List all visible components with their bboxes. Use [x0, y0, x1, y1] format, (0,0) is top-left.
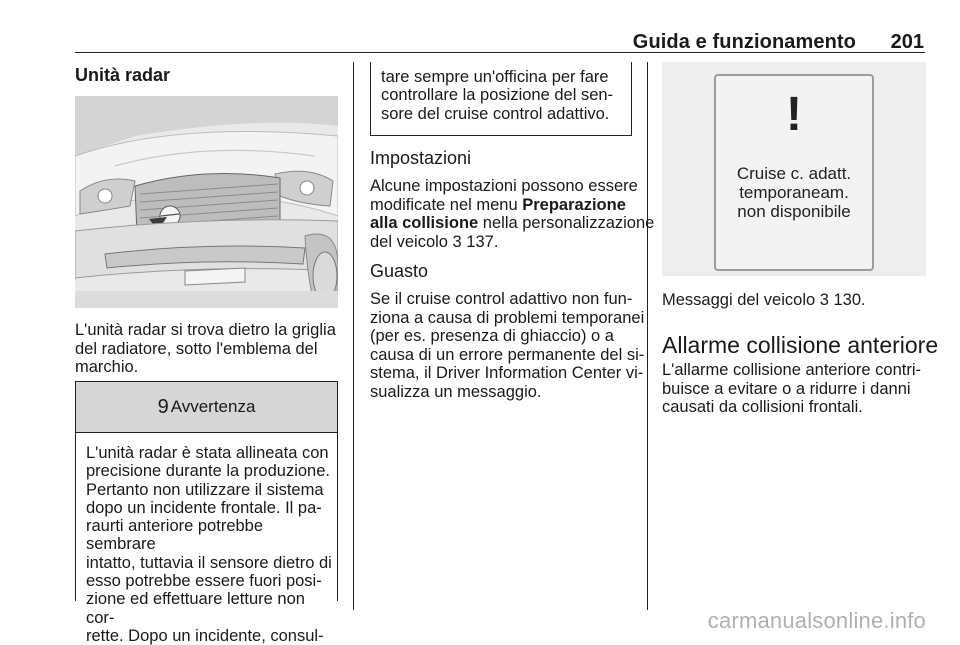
running-header-title: Guida e funzionamento [632, 31, 856, 53]
driver-display-illustration [662, 62, 926, 276]
text-line: non disponibile [737, 202, 851, 221]
text-line: tare sempre un'officina per fare [381, 68, 609, 86]
collision-alert-paragraph [662, 361, 921, 417]
text-line: raurti anteriore potrebbe sembrare [86, 517, 264, 554]
text-line: L'allarme collisione anteriore contri- [662, 361, 922, 379]
fault-paragraph [370, 290, 644, 401]
watermark-footer: carmanualsonline.info [707, 608, 926, 633]
display-message [716, 164, 872, 221]
text-line: Cruise c. adatt. [736, 164, 852, 183]
text-line: marchio. [75, 358, 139, 376]
warning-box [75, 381, 338, 645]
settings-paragraph [370, 177, 654, 251]
text-line: Pertanto non utilizzare il sistema [86, 480, 324, 499]
text-line: intatto, tuttavia il sensore dietro di [86, 553, 332, 572]
text-line: L'unità radar è stata allineata con [86, 444, 329, 462]
warning-box-continued [370, 62, 632, 136]
text-line: del radiatore, sotto l'emblema del [75, 339, 318, 358]
text-line: sore del cruise control adattivo. [381, 104, 610, 123]
text-line: esso potrebbe essere fuori posi- [86, 572, 322, 591]
section-heading-forward-collision-alert: Allarme collisione anteriore [662, 332, 939, 358]
radar-location-paragraph [75, 321, 336, 377]
text-line: dopo un incidente frontale. Il pa- [86, 498, 322, 517]
text-line: sualizza un messaggio. [370, 382, 542, 401]
menu-name-link: Preparazione [522, 195, 626, 214]
warning-text [76, 433, 337, 645]
text-line: controllare la posizione del sen- [381, 86, 614, 105]
text-line: Alcune impostazioni possono essere [370, 177, 638, 195]
text-line: (per es. presenza di ghiaccio) o a [370, 327, 614, 345]
text-line: del veicolo 3 137. [370, 232, 499, 251]
text-line: L'unità radar si trova dietro la griglia [75, 321, 336, 339]
text-run: nella personalizzazione [478, 214, 655, 232]
text-run: modificate nel menu [370, 195, 523, 214]
car-front-radar-illustration [75, 96, 338, 308]
display-screen [714, 74, 874, 271]
text-line: stema, il Driver Information Center vi- [370, 364, 644, 382]
text-line: causati da collisioni frontali. [662, 398, 863, 416]
text-line: buisce a evitare o a ridurre i danni [662, 379, 911, 398]
menu-name-link: alla collisione [370, 214, 479, 232]
text-line: causa di un errore permanente del si- [370, 345, 645, 364]
text-line: ziona a causa di problemi temporanei [370, 308, 645, 327]
section-heading-settings: Impostazioni [370, 148, 472, 168]
column-divider-2 [647, 62, 648, 610]
text-line: rette. Dopo un incidente, consul- [86, 626, 324, 645]
text-line: Se il cruise control adattivo non fun- [370, 290, 633, 308]
text-line: precisione durante la produzione. [86, 462, 330, 481]
warning-triangle-icon: 9 [157, 395, 169, 418]
header-rule [75, 52, 925, 53]
text-line: zione ed effettuare letture non cor- [86, 590, 305, 627]
warning-title: Avvertenza [170, 397, 256, 416]
text-line [370, 196, 654, 215]
column-divider-1 [353, 62, 354, 610]
warning-box-header [76, 382, 337, 433]
text-line: temporaneam. [739, 183, 849, 202]
exclamation-icon: ! [786, 88, 802, 141]
section-heading-fault: Guasto [370, 261, 429, 281]
section-heading-radar: Unità radar [75, 65, 171, 85]
page-number: 201 [890, 31, 924, 53]
text-line [370, 214, 654, 233]
vehicle-messages-reference: Messaggi del veicolo 3 130. [662, 291, 866, 309]
